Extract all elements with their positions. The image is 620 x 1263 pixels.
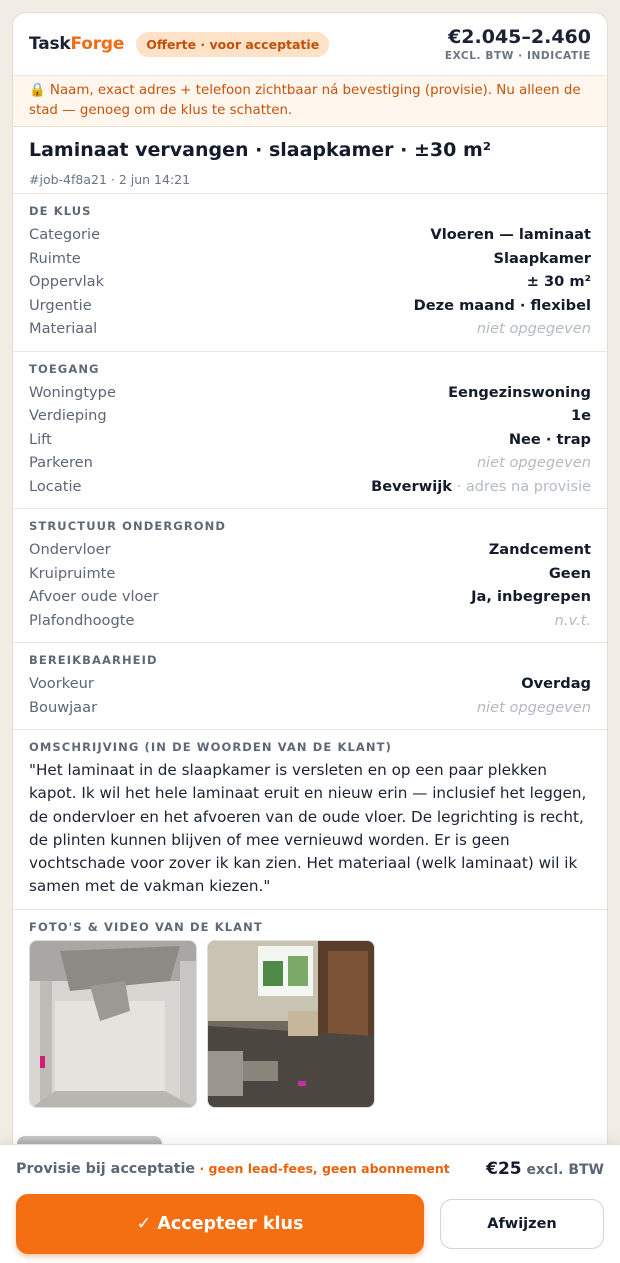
job-title-block bbox=[13, 127, 607, 194]
provisie-amount-value: €25 bbox=[486, 1159, 522, 1179]
provisie-amount bbox=[486, 1159, 604, 1179]
logo-part1: Task bbox=[29, 34, 71, 54]
section-title: DE KLUS bbox=[29, 204, 92, 218]
detail-value: Eengezinswoning bbox=[448, 383, 591, 401]
detail-label: Parkeren bbox=[29, 454, 93, 472]
detail-value: Geen bbox=[548, 564, 591, 582]
detail-value: Nee · trap bbox=[508, 430, 591, 448]
job-title: Laminaat vervangen · slaapkamer · ±30 m² bbox=[29, 139, 492, 161]
detail-row-kruipruimte bbox=[29, 562, 591, 586]
detail-row-oppervlak bbox=[29, 270, 591, 294]
detail-label: Afvoer oude vloer bbox=[29, 588, 159, 606]
detail-label: Urgentie bbox=[29, 296, 92, 314]
privacy-notice: 🔒 Naam, exact adres + telefoon zichtbaar ná bevestiging (provisie). Nu alleen de stad — genoeg om de klus te schatten. bbox=[13, 76, 607, 127]
detail-label: Ondervloer bbox=[29, 541, 111, 559]
detail-value: Deze maand · flexibel bbox=[413, 296, 591, 314]
section-omschrijving bbox=[13, 730, 607, 910]
section-title: FOTO'S & VIDEO VAN DE KLANT bbox=[29, 919, 263, 934]
provisie-info bbox=[16, 1161, 450, 1177]
detail-row-materiaal bbox=[29, 317, 591, 341]
section-structuur bbox=[13, 509, 607, 643]
detail-row-urgentie bbox=[29, 294, 591, 318]
section-klus bbox=[13, 194, 607, 352]
detail-value: n.v.t. bbox=[554, 611, 591, 629]
section-title: BEREIKBAARHEID bbox=[29, 653, 158, 667]
section-title: STRUCTUUR ONDERGROND bbox=[29, 519, 227, 533]
detail-row-afvoer bbox=[29, 585, 591, 609]
detail-label: Oppervlak bbox=[29, 273, 105, 291]
detail-value: Overdag bbox=[521, 675, 591, 693]
detail-row-plafondhoogte bbox=[29, 609, 591, 633]
detail-row-bouwjaar bbox=[29, 696, 591, 720]
detail-row-categorie bbox=[29, 223, 591, 247]
detail-value bbox=[371, 478, 591, 495]
photo-gallery bbox=[29, 940, 591, 1108]
header-left bbox=[29, 32, 329, 57]
detail-label: Plafondhoogte bbox=[29, 611, 135, 629]
job-meta: #job-4f8a21 · 2 jun 14:21 bbox=[29, 172, 191, 187]
header bbox=[13, 13, 607, 76]
detail-row-woningtype bbox=[29, 381, 591, 405]
section-title: OMSCHRIJVING (IN DE WOORDEN VAN DE KLANT) bbox=[29, 740, 392, 754]
customer-description: "Het laminaat in de slaapkamer is versleten en op een paar plekken kapot. Ik wil het hele laminaat eruit en nieuw erin — inclusief het leggen, de ondervloer en het afvoeren van de oude vloer. De legrichting is recht, de plinten kunnen blijven of mee vernieuwd worden. Er is geen vochtschade voor zover ik kan zien. Het materiaal (welk laminaat) wil ik samen met de vakman kiezen." bbox=[29, 761, 587, 896]
detail-row-ondervloer bbox=[29, 538, 591, 562]
detail-value: Slaapkamer bbox=[493, 249, 591, 267]
provisie-amount-note: excl. BTW bbox=[521, 1162, 604, 1178]
detail-row-lift bbox=[29, 428, 591, 452]
provisie-line bbox=[0, 1145, 620, 1179]
price-note: EXCL. BTW · INDICATIE bbox=[444, 50, 591, 62]
detail-value: Zandcement bbox=[488, 541, 591, 559]
detail-value: Vloeren — laminaat bbox=[430, 226, 591, 244]
detail-label: Ruimte bbox=[29, 249, 81, 267]
detail-label: Bouwjaar bbox=[29, 698, 98, 716]
detail-value: niet opgegeven bbox=[476, 454, 591, 472]
detail-row-locatie bbox=[29, 475, 591, 499]
detail-label: Voorkeur bbox=[29, 675, 94, 693]
detail-value: Ja, inbegrepen bbox=[471, 588, 591, 606]
price-range: €2.045–2.460 bbox=[448, 26, 591, 48]
action-buttons bbox=[0, 1194, 620, 1254]
section-fotos bbox=[13, 910, 607, 1118]
provisie-label: Provisie bij acceptatie bbox=[16, 1161, 196, 1177]
detail-label: Kruipruimte bbox=[29, 564, 116, 582]
detail-label: Locatie bbox=[29, 477, 82, 495]
logo-part2: Forge bbox=[70, 34, 125, 54]
detail-label: Categorie bbox=[29, 226, 101, 244]
detail-row-parkeren bbox=[29, 451, 591, 475]
detail-label: Woningtype bbox=[29, 383, 116, 401]
reject-job-button[interactable]: Afwijzen bbox=[440, 1199, 604, 1249]
job-card bbox=[12, 12, 608, 1263]
accept-job-button[interactable]: ✓ Accepteer klus bbox=[16, 1194, 424, 1254]
detail-value: 1e bbox=[570, 407, 591, 425]
detail-row-voorkeur bbox=[29, 672, 591, 696]
logo bbox=[29, 34, 124, 54]
customer-photo-1[interactable] bbox=[29, 940, 197, 1108]
detail-row-ruimte bbox=[29, 247, 591, 271]
section-bereikbaarheid bbox=[13, 643, 607, 730]
status-badge: Offerte · voor acceptatie bbox=[136, 32, 329, 57]
detail-label: Materiaal bbox=[29, 320, 98, 338]
section-toegang bbox=[13, 352, 607, 510]
location-note: · adres na provisie bbox=[451, 477, 591, 495]
detail-value: ± 30 m² bbox=[526, 273, 591, 291]
price-indication bbox=[445, 26, 591, 62]
detail-value: niet opgegeven bbox=[476, 698, 591, 716]
provisie-note: · geen lead-fees, geen abonnement bbox=[195, 1161, 450, 1176]
detail-row-verdieping bbox=[29, 404, 591, 428]
detail-value: niet opgegeven bbox=[476, 320, 591, 338]
detail-label: Verdieping bbox=[29, 407, 107, 425]
location-city: Beverwijk bbox=[371, 477, 452, 495]
customer-photo-2[interactable] bbox=[207, 940, 375, 1108]
detail-label: Lift bbox=[29, 430, 52, 448]
section-title: TOEGANG bbox=[29, 361, 100, 376]
action-footer bbox=[0, 1144, 620, 1263]
